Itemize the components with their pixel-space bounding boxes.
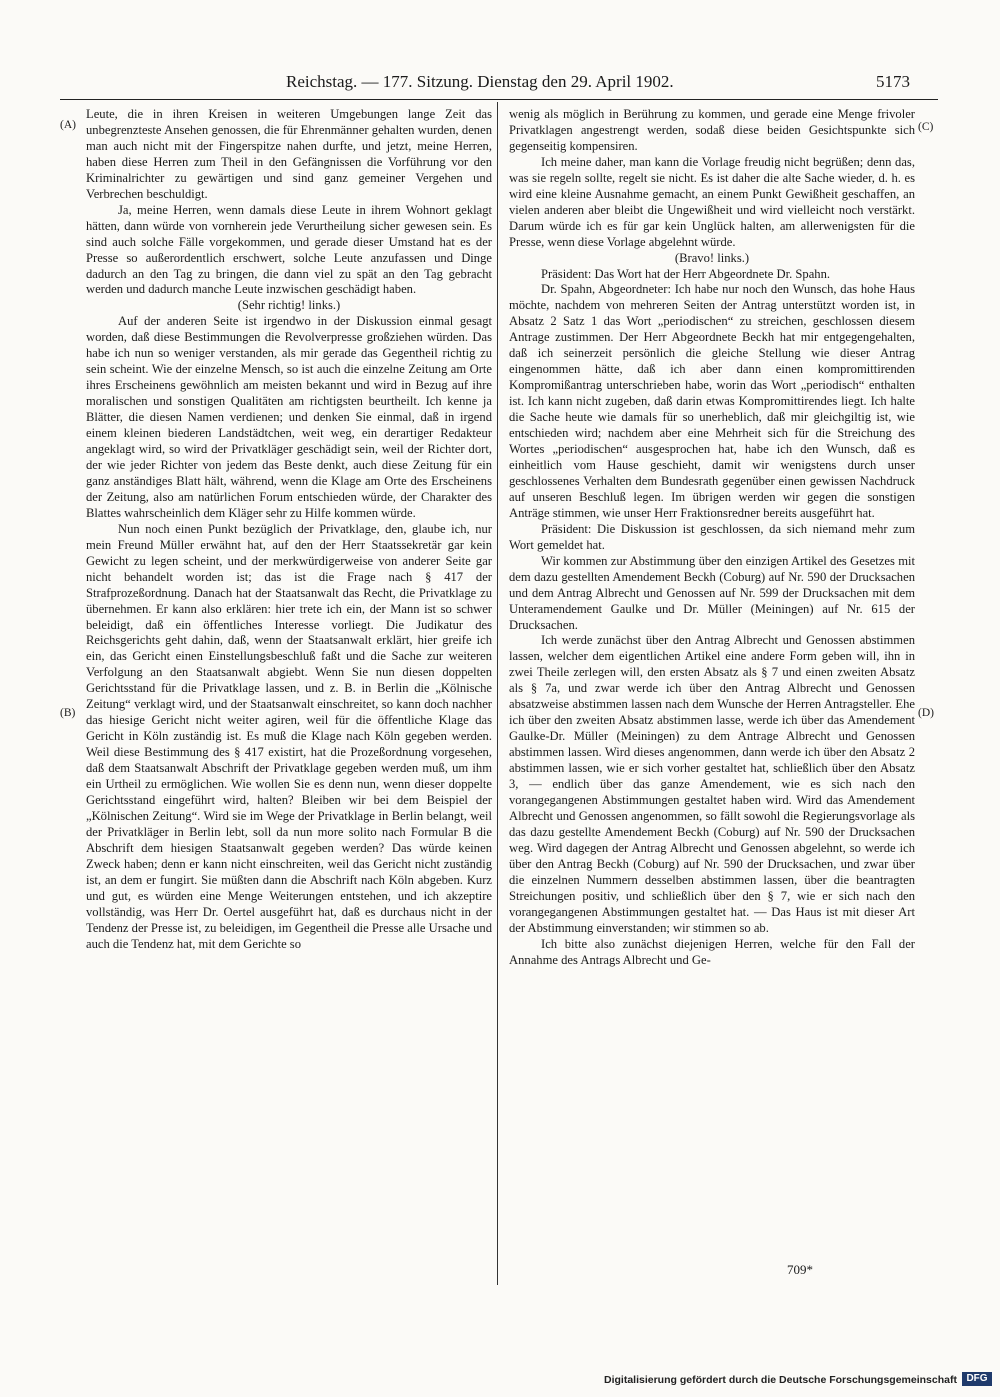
dfg-logo: DFG bbox=[962, 1372, 992, 1386]
column-divider bbox=[497, 102, 498, 1285]
speaker-paragraph: Dr. Spahn, Abgeordneter: Ich habe nur noch den Wunsch, das hohe Haus möchte, nachdem von mehreren Seiten der Antrag unterstützt worden ist, in Absatz 2 Satz 1 das Wort „periodischen“ zu streichen, geschlossen diesem Antrage zustimmen. Der Herr Abgeordnete Beckh hat mir entgegengehalten, daß ich seinerzeit persönlich die gleiche Stellung wie dieser Antrag eingenommen hätte, daß ich aber dann einen kompromittirenden Kompromißantrag unterschrieben habe, worin das Wort „periodisch“ enthalten ist. Ich kann nicht zugeben, daß darin etwas Kompromittirendes liegt. Ich halte die Sache heute wie damals für so unerheblich, daß mir gleichgiltig ist, wie entschieden wird; nachdem aber eine Mehrheit sich für die Streichung des Wortes „periodischen“ ausgesprochen hat, habe ich den Wunsch, daß es einheitlich vom Hause geschieht, damit wir wenigstens durch unser geschlossenes Verhalten dem Bundesrath gegenüber einen gewissen Nachdruck auf unseren Beschluß legen. Im übrigen werden wir gegen die sonstigen Anträge stimmen, wie unser Herr Fraktionsredner bereits ausgeführt hat. bbox=[509, 282, 915, 520]
paragraph: Ich bitte also zunächst diejenigen Herren, welche für den Fall der Annahme des Antrags Albrecht und Ge- bbox=[509, 936, 915, 967]
digitization-credit: Digitalisierung gefördert durch die Deutsche Forschungsgemeinschaft bbox=[604, 1374, 957, 1386]
interjection: (Bravo! links.) bbox=[674, 250, 750, 265]
paragraph: Leute, die in ihren Kreisen in weiteren Umgebungen lange Zeit das unbegrenzteste Ansehen genossen, die für Ehrenmänner gehalten wurden, denen man auch nicht mit der Fingerspitze nahen durfte, und jetzt, meine Herren, haben diese Herren zum Theil in den Gefängnissen die Vorführung vor den Kriminalrichter zu gewärtigen und sind ganz gemeiner Vergehen und Verbrechen beschuldigt. bbox=[86, 107, 492, 201]
speaker-paragraph: Präsident: Das Wort hat der Herr Abgeordnete Dr. Spahn. bbox=[541, 266, 831, 281]
header-title: Reichstag. — 177. Sitzung. Dienstag den 29. April 1902. bbox=[286, 72, 674, 91]
interjection: (Sehr richtig! links.) bbox=[237, 298, 341, 313]
paragraph: Wir kommen zur Abstimmung über den einzigen Artikel des Gesetzes mit dem dazu gestellten Amendement Beckh (Coburg) auf Nr. 590 der Drucksachen und dem Antrag Albrecht und Genossen auf Nr. 599 der Drucksachen mit dem Unteramendement Gaulke und Dr. Müller (Meiningen) auf Nr. 615 der Drucksachen. bbox=[509, 553, 915, 632]
right-column bbox=[509, 107, 915, 968]
paragraph: Ja, meine Herren, wenn damals diese Leute in ihrem Wohnort geklagt hätten, dann würde von vornherein jede Verurtheilung sicher gewesen sein. Es sind auch solche Fälle vorgekommen, und gerade dieser Umstand hat es der Presse so außerordentlich erschwert, solche Leute anzufassen und Dinge dadurch an den Tag zu bringen, die dann viel zu spät an den Tag gebracht werden und dadurch manche Leute inzwischen geschädigt haben. bbox=[86, 202, 492, 297]
margin-letter-d: (D) bbox=[918, 707, 934, 719]
paragraph: Ich werde zunächst über den Antrag Albrecht und Genossen abstimmen lassen, welcher dem eigentlichen Artikel eine andere Form geben will, ihn in zwei Theile zerlegen will, den ersten Absatz als § 7 und einen zweiten Absatz als § 7a, und zwar werde ich über den Antrag Albrecht und Genossen absatzweise abstimmen lassen nach dem Wunsche der Herren Antragsteller. Ehe ich über den zweiten Absatz abstimmen lasse, werde ich über das Amendement Gaulke-Dr. Müller (Meiningen) zu dem Antrage Albrecht und Genossen abstimmen lassen. Wird dieses angenommen, dann werde ich über den Absatz 2 abstimmen lassen, wie er sich vorher gestaltet hat, schließlich über den Absatz 3, — endlich über das ganze Amendement, wie es sich nach den vorangegangenen Abstimmungen gestaltet haben wird. Wird das Amendement Albrecht und Genossen angenommen, so fällt sowohl die Regierungsvorlage als das dazu gestellte Amendement Beckh (Coburg) auf Nr. 590 der Drucksachen weg. Wird dagegen der Antrag Albrecht und Genossen abgelehnt, so werde ich über den Antrag Beckh (Coburg) auf Nr. 590 der Drucksachen, und zwar über die einzelnen Nummern desselben abstimmen lassen, über die beantragten Streichungen positiv, und schließlich über den § 7, wie er sich nach den vorangegangenen Abstimmungen gestaltet hat. — Das Haus ist mit dieser Art der Abstimmung einverstanden; wir stimmen so ab. bbox=[509, 633, 915, 935]
paragraph: Ich meine daher, man kann die Vorlage freudig nicht begrüßen; denn das, was sie regeln sollte, regelt sie nicht. Es ist daher die alte Sache wieder, d. h. es wird eine kleine Ausnahme gemacht, an einem Punkt Gewißheit geschaffen, an vielen anderen aber bleibt die Ungewißheit und wird vielleicht noch verstärkt. Darum würde ich es für gar kein Unglück halten, am allerwenigsten für die Presse, wenn diese Vorlage abgelehnt würde. bbox=[509, 154, 915, 249]
signature-mark: 709* bbox=[787, 1262, 813, 1277]
margin-letter-c: (C) bbox=[918, 121, 934, 133]
header-rule bbox=[60, 99, 938, 100]
margin-letter-b: (B) bbox=[60, 707, 76, 719]
paragraph: wenig als möglich in Berührung zu kommen, und gerade eine Menge frivoler Privatklagen angestrengt werden, sodaß diese beiden Gesichtspunkte sich gegenseitig kompensiren. bbox=[509, 107, 915, 153]
margin-letter-a: (A) bbox=[60, 119, 76, 131]
speaker-paragraph: Präsident: Die Diskussion ist geschlossen, da sich niemand mehr zum Wort gemeldet hat. bbox=[509, 521, 915, 552]
running-header bbox=[240, 70, 910, 94]
paragraph: Auf der anderen Seite ist irgendwo in der Diskussion einmal gesagt worden, daß diese Bestimmungen die Revolverpresse großziehen würden. Das habe ich nun so weniger verstanden, als mir gerade das Gegentheil richtig zu sein scheint. Wie der einzelne Mensch, so ist auch die einzelne Zeitung am Orte ihres Erscheinens gewöhnlich am meisten bekannt und wird in Bezug auf ihre moralischen und sonstigen Qualitäten am richtigsten beurtheilt. Ich kenne ja Blätter, die diesen Namen verdienen; und denken Sie einmal, daß in irgend einem kleinen biederen Landstädtchen, weit weg, ein derartiger Redakteur angeklagt wird, so wird der Privatkläger geschädigt sein, weil der Richter dort, der wie jeder Richter von jedem das Beste denkt, auch diese Zeitung für ein ganz anständiges Blatt hält, während, wenn die Klage am Orte des Erscheinens der Zeitung, also am natürlichen Forum entschieden würde, der Charakter des Blattes wahrscheinlich dem Kläger sehr zu Hilfe kommen würde. bbox=[86, 314, 492, 520]
paragraph: Nun noch einen Punkt bezüglich der Privatklage, den, glaube ich, nur mein Freund Müller erwähnt hat, auf den der Herr Staatssekretär gar kein Gewicht zu legen scheint, und der merkwürdigerweise von anderer Seite gar nicht behandelt worden ist; das ist die Frage nach § 417 der Strafprozeßordnung. Danach hat der Staatsanwalt das Recht, die Privatklage zu übernehmen. Er kann also erklären: hier trete ich ein, der Mann ist so schwer beleidigt, daß ein öffentliches Interesse vorliegt. Die Judikatur des Reichsgerichts geht dahin, daß, wenn der Staatsanwalt erklärt, hier greife ich ein, das Gericht einen Einstellungsbeschluß faßt und die Sache zur weiteren Verfolgung an den Staatsanwalt abgiebt. Wenn Sie nun diesen doppelten Gerichtsstand für die Privatklage lassen, und z. B. in Berlin die „Kölnische Zeitung“ verklagt wird, und der Staatsanwalt einschreitet, so kann doch nachher das hiesige Gericht nicht weiter agiren, weil für die öffentliche Klage das Gericht in Köln zuständig ist. Es muß die Klage nach Köln gegeben werden. Weil diese Bestimmung des § 417 existirt, hat die Prozeßordnung vorgesehen, daß dem Staatsanwalt Abschrift der Privatklage gegeben werden muß, um ihm ein Urtheil zu ermöglichen. Wie wollen Sie es denn nun, wenn dieser doppelte Gerichtsstand eingeführt wird, halten? Bleiben wir bei dem Beispiel der „Kölnischen Zeitung“. Wird sie im Wege der Privatklage in Berlin belangt, weil der Privatkläger in Berlin lebt, soll da nun more solito nach Formular B die Abschrift dem hiesigen Staatsanwalt gegeben werden? Das würde keinen Zweck haben; denn er kann nicht einschreiten, weil das Gericht nicht zuständig ist, an dem er fungirt. Sie müßten dann die Abschrift nach Köln abgeben. Kurz und gut, es würden eine Menge Weiterungen entstehen, und ich akzeptire vollständig, was Herr Dr. Oertel ausgeführt hat, daß es durchaus nicht in der Tendenz der Presse ist, zu beleidigen, im Gegentheil die Presse alle Ursache und auch die Tendenz hat, mit dem Gerichte so bbox=[86, 521, 492, 951]
left-column bbox=[86, 107, 492, 953]
page-number: 5173 bbox=[876, 72, 910, 91]
